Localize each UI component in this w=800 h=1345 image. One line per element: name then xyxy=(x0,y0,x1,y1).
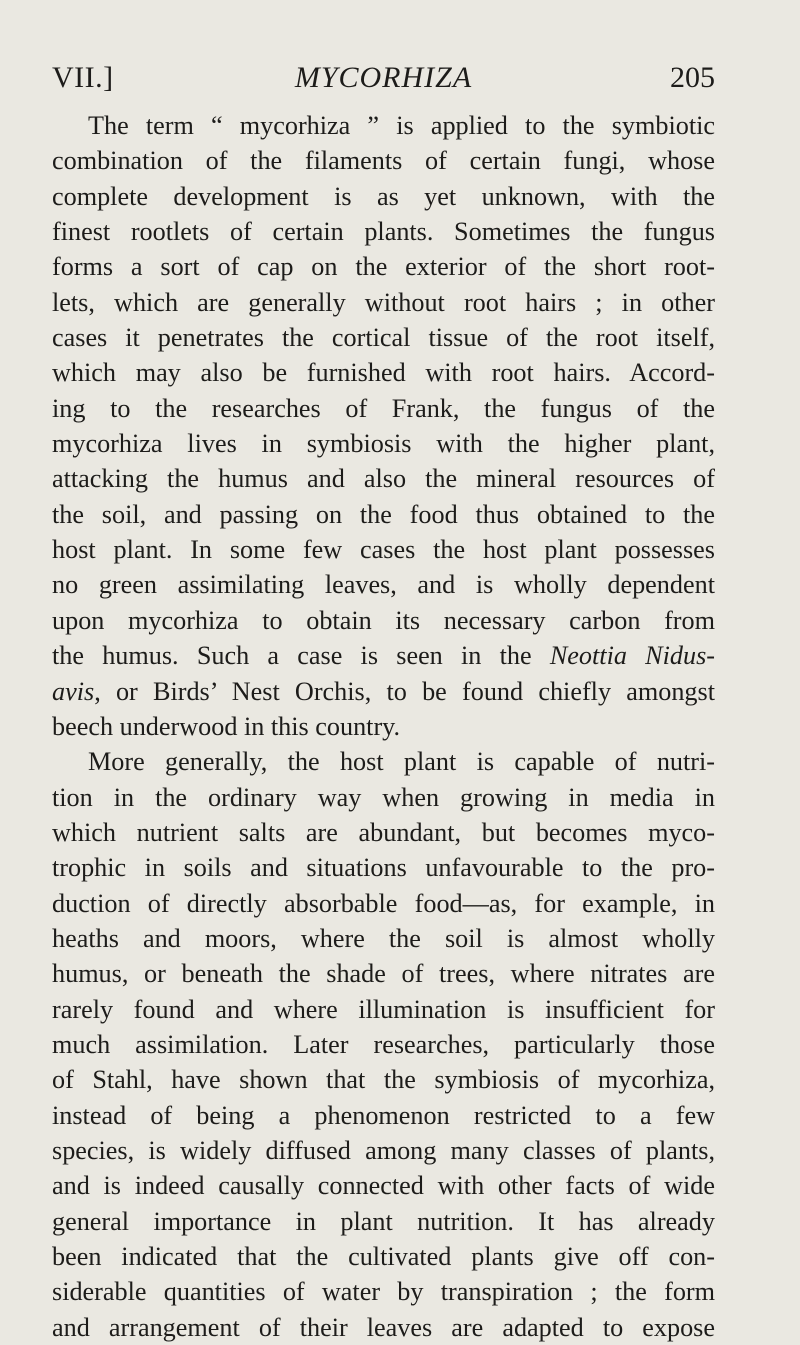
species-name: Neottia Nidus- xyxy=(549,641,715,671)
text-line: humus, or beneath the shade of trees, where nitrates are xyxy=(52,959,715,989)
text-line: instead of being a phenomenon restricted to a few xyxy=(52,1100,715,1130)
text-line: which nutrient salts are abundant, but becomes myco- xyxy=(52,817,715,847)
text-line xyxy=(52,638,715,673)
running-title: MYCORHIZA xyxy=(294,61,473,94)
text-line: heaths and moors, where the soil is almost wholly xyxy=(52,923,715,953)
text-line: forms a sort of cap on the exterior of the short root- xyxy=(52,252,715,282)
text-line: upon mycorhiza to obtain its necessary carbon from xyxy=(52,605,715,635)
text-line: of Stahl, have shown that the symbiosis of mycorhiza, xyxy=(52,1065,715,1095)
text-line: More generally, the host plant is capable of nutri- xyxy=(88,747,715,777)
text-line: no green assimilating leaves, and is wholly dependent xyxy=(52,570,715,600)
text-line: tion in the ordinary way when growing in media in xyxy=(52,782,715,812)
text-line: combination of the filaments of certain fungi, whose xyxy=(52,146,715,176)
running-head xyxy=(52,58,715,98)
text-fragment: , or Birds’ Nest Orchis, to be found chiefly amongst xyxy=(94,676,715,706)
text-line: rarely found and where illumination is insufficient for xyxy=(52,994,715,1024)
text-line: attacking the humus and also the mineral resources of xyxy=(52,464,715,494)
text-line: The term “ mycorhiza ” is applied to the symbiotic xyxy=(88,111,715,140)
body-text xyxy=(52,108,715,1345)
chapter-marker: VII.] xyxy=(52,61,114,94)
text-line: much assimilation. Later researches, particularly those xyxy=(52,1029,715,1059)
text-line: complete development is as yet unknown, with the xyxy=(52,181,715,211)
text-line: mycorhiza lives in symbiosis with the higher plant, xyxy=(52,429,715,459)
text-line: beech underwood in this country. xyxy=(52,711,401,741)
text-line: duction of directly absorbable food—as, for example, in xyxy=(52,888,715,918)
text-line: which may also be furnished with root hairs. Accord- xyxy=(52,358,715,388)
text-line: general importance in plant nutrition. It has already xyxy=(52,1206,715,1236)
page-number: 205 xyxy=(670,61,715,94)
text-line: and arrangement of their leaves are adapted to expose xyxy=(52,1312,715,1342)
species-name-continued: avis xyxy=(52,676,95,706)
text-line: trophic in soils and situations unfavourable to the pro- xyxy=(52,853,715,883)
text-line: lets, which are generally without root hairs ; in other xyxy=(52,287,715,317)
text-line: species, is widely diffused among many classes of plants, xyxy=(52,1135,715,1165)
text-line: cases it penetrates the cortical tissue of the root itself, xyxy=(52,323,715,353)
text-line xyxy=(52,674,715,709)
text-line: host plant. In some few cases the host plant possesses xyxy=(52,535,715,565)
text-line: finest rootlets of certain plants. Sometimes the fungus xyxy=(52,217,715,247)
text-line: ing to the researches of Frank, the fungus of the xyxy=(52,393,715,423)
text-line: and is indeed causally connected with other facts of wide xyxy=(52,1171,715,1201)
text-line: siderable quantities of water by transpiration ; the form xyxy=(52,1277,715,1307)
text-line: the soil, and passing on the food thus obtained to the xyxy=(52,499,715,529)
text-line: been indicated that the cultivated plants give off con- xyxy=(52,1242,715,1271)
text-fragment: the humus. Such a case is seen in the xyxy=(52,641,532,671)
